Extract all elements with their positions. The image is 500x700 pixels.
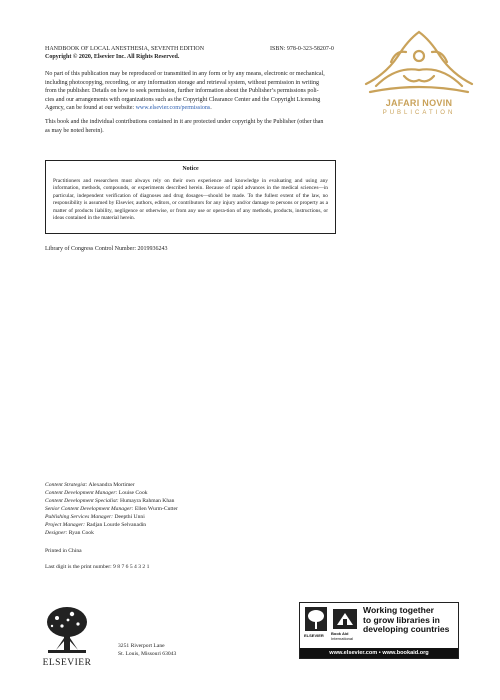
bookaid-banner xyxy=(299,602,459,659)
printed-in: Printed in China xyxy=(45,548,82,554)
bookaid-urls: www.elsevier.com • www.bookaid.org xyxy=(300,648,458,658)
credit-row xyxy=(45,489,305,497)
rights-line xyxy=(45,104,341,113)
credit-name: Deepthi Unni xyxy=(114,514,145,520)
elsevier-wordmark: ELSEVIER xyxy=(42,658,92,668)
copyright-line: Copyright © 2020, Elsevier Inc. All Rights Reserved. xyxy=(45,54,180,60)
isbn: ISBN: 978-0-323-58207-0 xyxy=(270,46,334,52)
publisher-watermark-logo xyxy=(356,26,482,124)
credit-row xyxy=(45,521,305,529)
book-title: HANDBOOK OF LOCAL ANESTHESIA, SEVENTH EDITION xyxy=(45,46,205,52)
notice-title: Notice xyxy=(182,166,199,172)
credit-name: Ryan Cook xyxy=(68,530,94,536)
rights-paragraph xyxy=(45,70,341,113)
credit-row xyxy=(45,513,305,521)
credit-name: Radjan Lourde Selvanadin xyxy=(86,522,147,528)
rights-line: cies and our arrangements with organizations such as the Copyright Clearance Center and the Copyright Licensing xyxy=(45,96,321,103)
loc-number: Library of Congress Control Number: 2019936243 xyxy=(45,246,168,252)
protection-paragraph xyxy=(45,118,345,135)
elsevier-tree-icon xyxy=(42,604,92,658)
credit-row xyxy=(45,497,305,505)
publisher-address-2: St. Louis, Missouri 63043 xyxy=(118,651,177,657)
bookaid-tagline-line: developing countries xyxy=(363,624,450,635)
credits-list xyxy=(45,481,305,537)
watermark-sub: PUBLICATION xyxy=(382,110,456,116)
permissions-link[interactable]: www.elsevier.com/permissions xyxy=(135,105,211,112)
credit-name: Humayra Rahman Khan xyxy=(120,498,175,504)
bookaid-tagline-line: to grow libraries in xyxy=(363,614,440,625)
protection-line: This book and the individual contributions contained in it are protected under copyright by the Publisher (other than xyxy=(45,119,324,125)
bookaid-tagline xyxy=(363,606,457,635)
credit-row xyxy=(45,529,305,537)
rights-line: including photocopying, recording, or any information storage and retrieval system, without permission in writing xyxy=(45,79,319,86)
credit-name: Ellen Wurm-Cutter xyxy=(134,506,178,512)
bookaid-label-2: International xyxy=(331,636,354,641)
rights-text: Agency, can be found at our website: xyxy=(45,105,136,112)
rights-line: No part of this publication may be reproduced or transmitted in any form or by any means, electronic or mechanical, xyxy=(45,71,325,77)
notice-body: Practitioners and researchers must always rely on their own experience and knowledge in evaluating and using any information, methods, compounds, or experiments described herein. Because of rapid advances in the medical sciences—in particular, independent verification of diagnoses and drug dosages—should be made. To the fullest extent of the law, no responsibility is assumed by Elsevier, authors, editors, or contributors for any injury and/or damage to persons or property as a matter of products liability, negligence or otherwise, or from any use or opera-tion of any methods, products, instructions, or ideas contained in the material herein. xyxy=(53,178,328,222)
credit-role: Project Manager: xyxy=(45,522,86,528)
bookaid-elsevier-label: ELSEVIER xyxy=(304,633,324,638)
publisher-address-1: 3251 Riverport Lane xyxy=(118,643,165,649)
credit-row xyxy=(45,481,305,489)
crown-ornament-icon xyxy=(356,26,482,98)
credit-name: Louise Cook xyxy=(118,490,148,496)
protection-line: as may be noted herein). xyxy=(45,127,104,134)
rights-text: . xyxy=(210,105,212,112)
bookaid-tagline-line: Working together xyxy=(363,605,434,615)
credit-role: Publishing Services Manager: xyxy=(45,514,114,520)
bookaid-label-1: Book Aid xyxy=(331,631,349,636)
print-number-line: Last digit is the print number: 9 8 7 6 5 4 3 2 1 xyxy=(45,564,150,570)
credit-role: Designer: xyxy=(45,530,68,536)
credit-role: Content Development Specialist: xyxy=(45,498,119,504)
credit-role: Content Strategist: xyxy=(45,482,88,488)
notice-box xyxy=(45,160,336,234)
rights-line: from the publisher. Details on how to seek permission, further information about the Publisher’s permissions poli- xyxy=(45,88,319,95)
watermark-brand: JAFARI NOVIN xyxy=(385,98,453,108)
credit-name: Alexandra Mortimer xyxy=(88,482,135,488)
credit-role: Content Development Manager: xyxy=(45,490,118,496)
credit-row xyxy=(45,505,305,513)
credit-role: Senior Content Development Manager: xyxy=(45,506,134,512)
